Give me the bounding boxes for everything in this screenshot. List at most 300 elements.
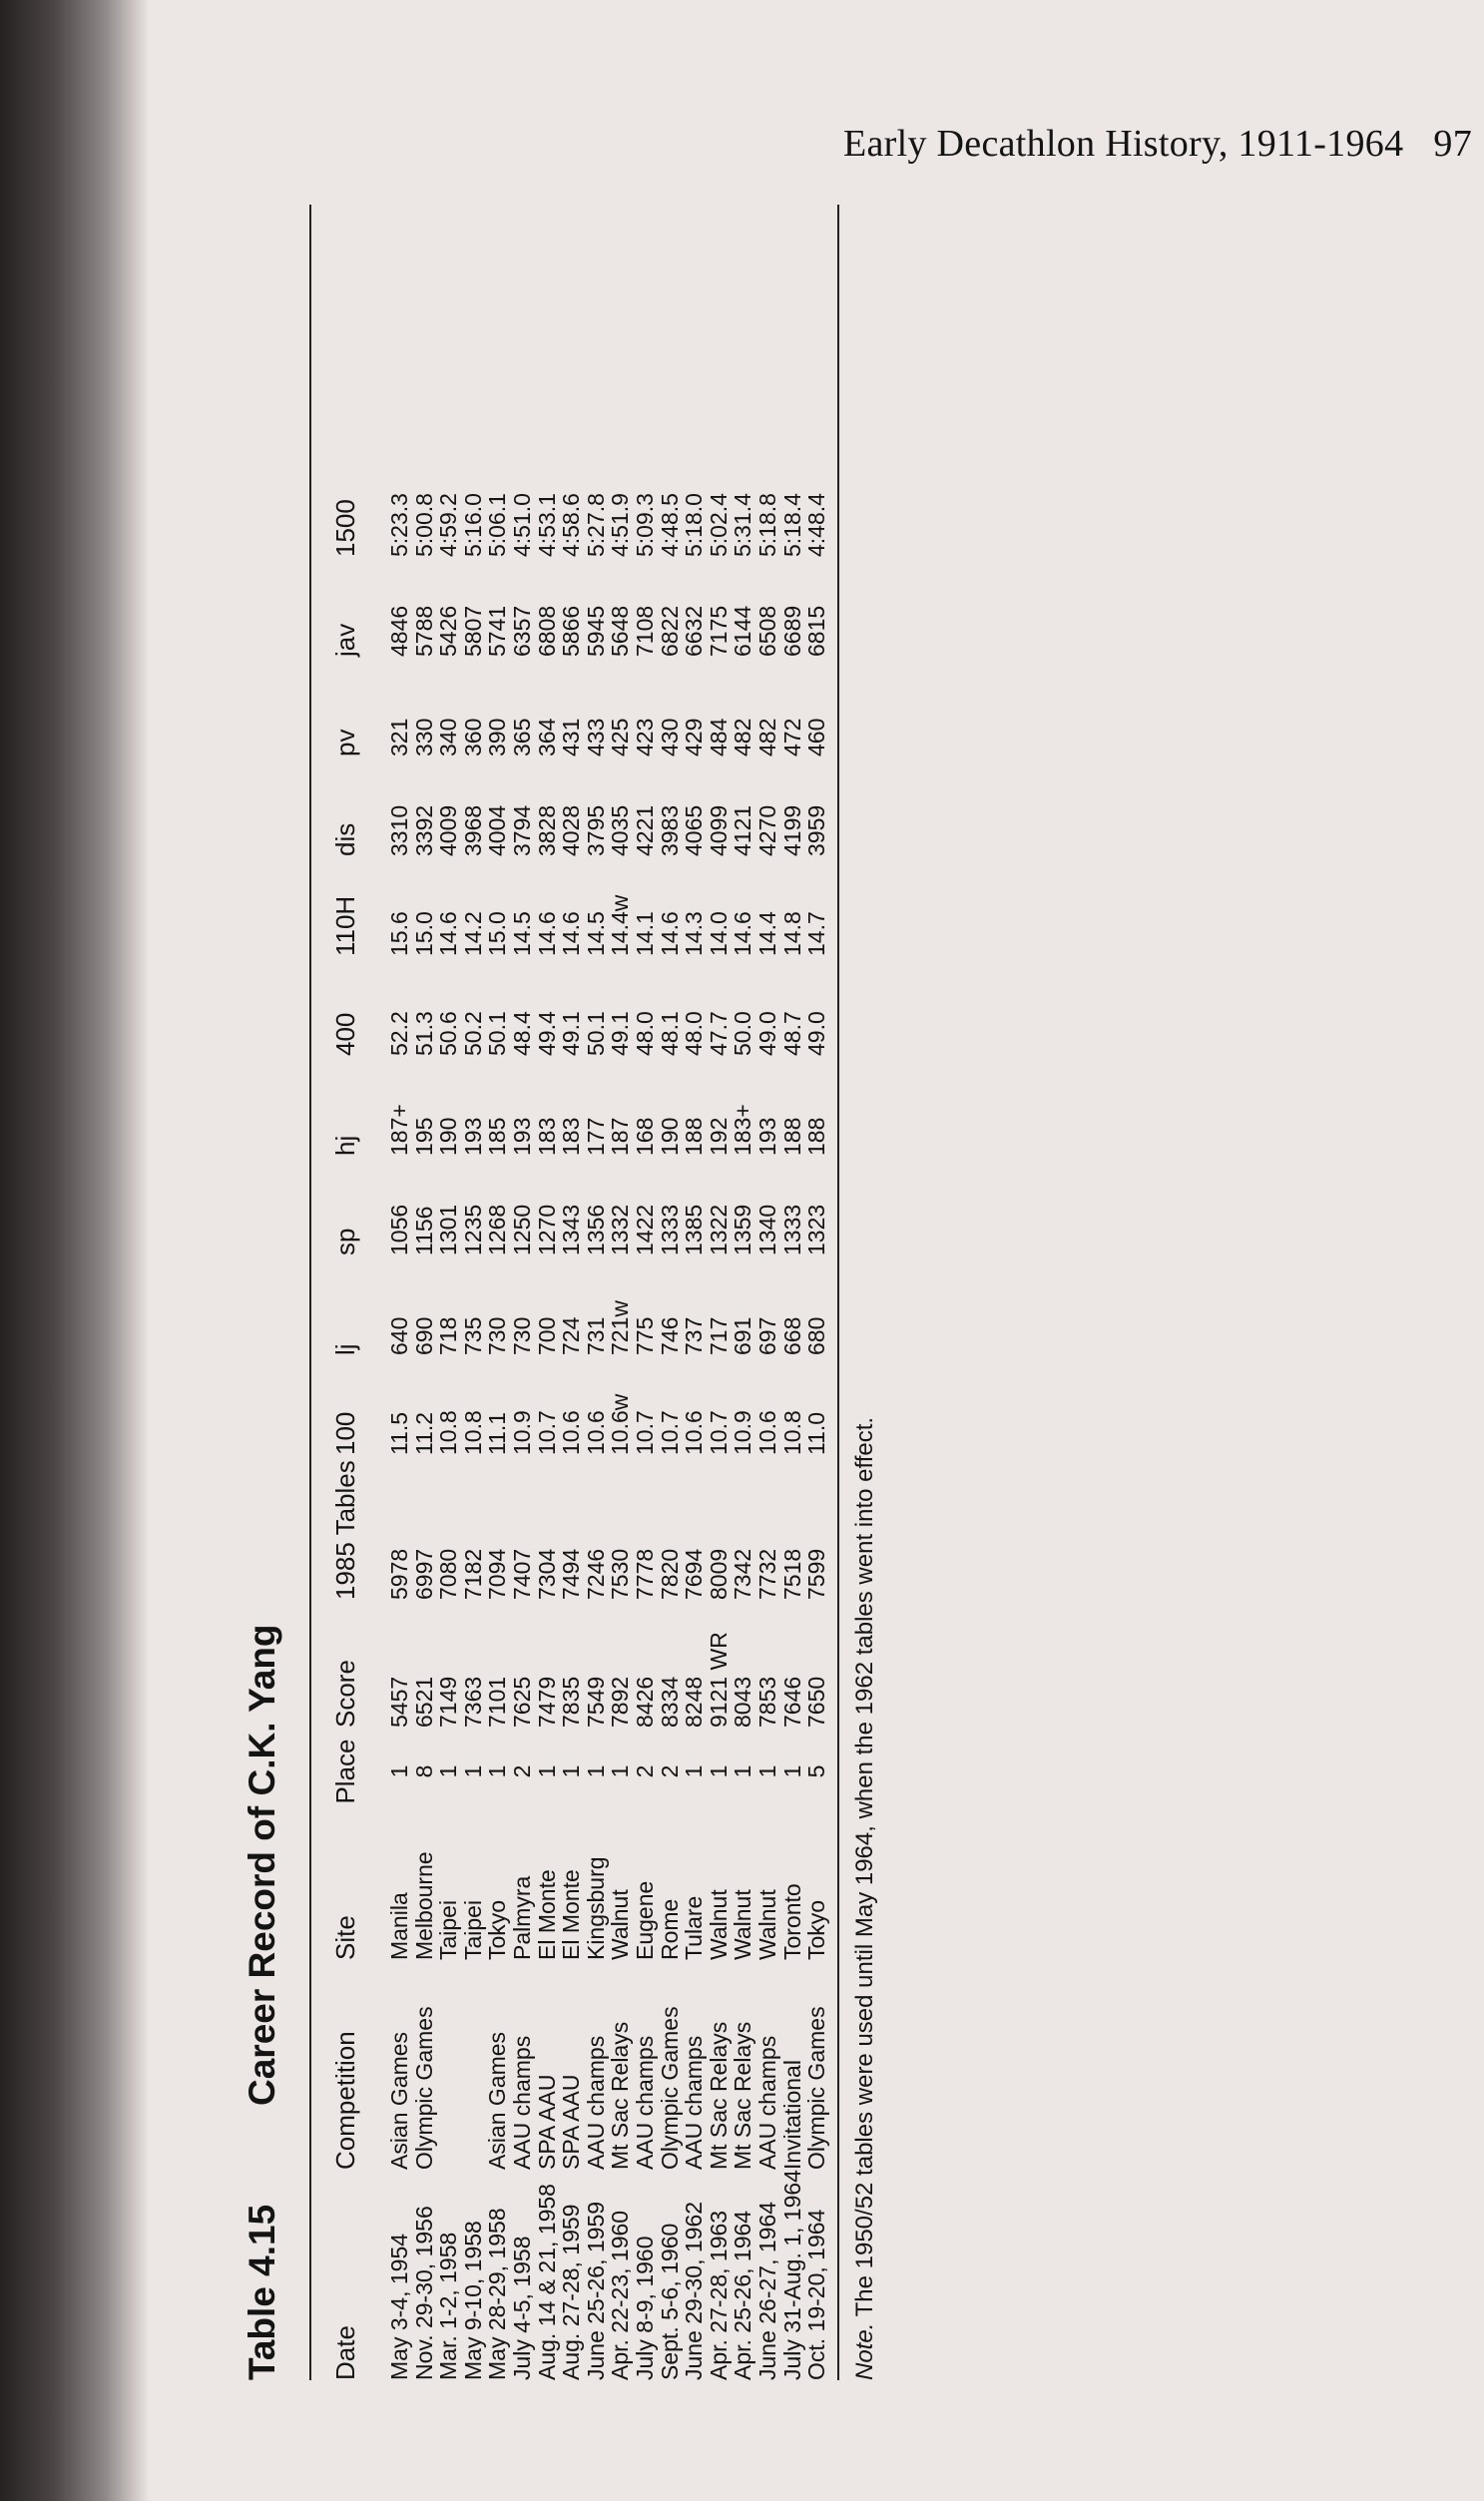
cell-pole-vault: 364 — [533, 718, 560, 757]
cell-discus: 4028 — [558, 804, 585, 857]
cell-tables-1985: 7407 — [508, 1548, 535, 1601]
cell-110m-hurdles: 14.2 — [459, 911, 486, 957]
cell-site: Taipei — [435, 1899, 462, 1961]
column-header-110m-hurdles: 110H — [329, 895, 360, 957]
cell-score: 6521 — [410, 1676, 437, 1729]
cell-discus: 3828 — [533, 804, 560, 857]
cell-place: 8 — [410, 1764, 437, 1778]
cell-1500m: 5:06.1 — [484, 493, 511, 558]
cell-date: July 8-9, 1960 — [631, 2236, 658, 2380]
cell-score: 8426 — [631, 1676, 658, 1729]
cell-long-jump: 690 — [410, 1316, 437, 1356]
cell-tables-1985: 7732 — [753, 1548, 780, 1601]
cell-pole-vault: 360 — [459, 718, 486, 757]
cell-100m: 10.7 — [533, 1410, 560, 1456]
running-title: Early Decathlon History, 1911-1964 — [842, 123, 1404, 165]
cell-score: 8043 — [730, 1676, 756, 1729]
cell-tables-1985: 6997 — [410, 1548, 437, 1601]
cell-date: Aug. 27-28, 1959 — [558, 2204, 585, 2380]
cell-110m-hurdles: 14.6 — [730, 911, 756, 957]
cell-tables-1985: 7599 — [803, 1548, 830, 1601]
cell-site: Tokyo — [803, 1899, 830, 1961]
column-header-long-jump: lj — [329, 1343, 360, 1356]
cell-score: 7646 — [778, 1676, 805, 1729]
cell-1500m: 5:18.8 — [753, 493, 780, 558]
cell-400m: 52.2 — [386, 1011, 412, 1057]
cell-100m: 10.8 — [778, 1410, 805, 1456]
cell-site: Toronto — [778, 1883, 805, 1961]
table-row — [608, 457, 633, 2380]
cell-competition: AAU champs — [681, 2035, 708, 2171]
cell-110m-hurdles: 14.6 — [533, 911, 560, 957]
cell-score: 7625 — [508, 1676, 535, 1729]
cell-discus: 4099 — [705, 804, 732, 857]
cell-1500m: 4:53.1 — [533, 493, 560, 558]
table-row — [412, 457, 437, 2380]
cell-discus: 4065 — [681, 804, 708, 857]
running-header — [785, 122, 1484, 166]
cell-400m: 47.7 — [705, 1011, 732, 1057]
cell-competition: Asian Games — [386, 2031, 412, 2171]
cell-shot-put: 1333 — [778, 1204, 805, 1256]
table-body — [379, 457, 837, 2380]
note-label: Note. — [850, 2322, 878, 2380]
cell-site: Palmyra — [508, 1875, 535, 1961]
cell-discus: 4035 — [607, 804, 634, 857]
cell-competition: Olympic Games — [410, 2006, 437, 2171]
cell-400m: 50.1 — [582, 1011, 609, 1057]
cell-place: 2 — [508, 1764, 535, 1778]
table-row — [707, 457, 732, 2380]
cell-long-jump: 697 — [753, 1316, 780, 1356]
cell-tables-1985: 8009 — [705, 1548, 732, 1601]
cell-tables-1985: 5978 — [386, 1548, 412, 1601]
cell-pole-vault: 430 — [656, 718, 683, 757]
cell-discus: 4199 — [778, 804, 805, 857]
cell-discus: 4221 — [631, 804, 658, 857]
cell-shot-put: 1340 — [753, 1204, 780, 1256]
cell-date: May 3-4, 1954 — [386, 2233, 412, 2380]
cell-date: July 31-Aug. 1, 1964 — [778, 2170, 805, 2380]
cell-100m: 10.6 — [681, 1410, 708, 1456]
cell-high-jump: 188 — [778, 1117, 805, 1157]
cell-tables-1985: 7494 — [558, 1548, 585, 1601]
cell-high-jump: 183 — [533, 1117, 560, 1157]
binding-shadow — [0, 0, 150, 2501]
cell-discus: 3983 — [656, 804, 683, 857]
cell-100m: 10.8 — [435, 1410, 462, 1456]
cell-site: Tulare — [681, 1895, 708, 1961]
cell-javelin: 6508 — [753, 605, 780, 658]
cell-100m: 10.9 — [508, 1410, 535, 1456]
cell-javelin: 6689 — [778, 605, 805, 658]
cell-high-jump: 193 — [459, 1117, 486, 1157]
cell-score: 7892 — [607, 1676, 634, 1729]
cell-110m-hurdles: 14.8 — [778, 911, 805, 957]
cell-pole-vault: 429 — [681, 718, 708, 757]
cell-shot-put: 1156 — [410, 1206, 437, 1256]
cell-place: 1 — [386, 1764, 412, 1778]
cell-100m: 10.7 — [631, 1410, 658, 1456]
cell-100m: 10.8 — [459, 1410, 486, 1456]
cell-100m: 10.7 — [705, 1410, 732, 1456]
cell-high-jump: 183 — [558, 1117, 585, 1157]
cell-110m-hurdles: 14.6 — [656, 911, 683, 957]
column-header-discus: dis — [329, 822, 360, 857]
cell-score: 7549 — [582, 1676, 609, 1729]
cell-competition: AAU champs — [508, 2035, 535, 2171]
cell-long-jump: 691 — [730, 1316, 756, 1356]
cell-date: May 9-10, 1958 — [459, 2221, 486, 2380]
cell-400m: 48.7 — [778, 1011, 805, 1057]
cell-shot-put: 1250 — [508, 1204, 535, 1256]
cell-400m: 49.0 — [753, 1011, 780, 1057]
cell-long-jump: 718 — [435, 1316, 462, 1356]
cell-discus: 3392 — [410, 804, 437, 857]
table-row — [535, 457, 560, 2380]
cell-discus: 3959 — [803, 804, 830, 857]
cell-shot-put: 1385 — [681, 1204, 708, 1256]
cell-pole-vault: 390 — [484, 718, 511, 757]
cell-110m-hurdles: 14.5 — [508, 911, 535, 957]
cell-tables-1985: 7304 — [533, 1548, 560, 1601]
column-header-high-jump: hj — [329, 1135, 360, 1157]
cell-date: Oct. 19-20, 1964 — [803, 2209, 830, 2380]
cell-tables-1985: 7694 — [681, 1548, 708, 1601]
cell-long-jump: 775 — [631, 1316, 658, 1356]
cell-shot-put: 1268 — [484, 1204, 511, 1256]
cell-110m-hurdles: 14.4w — [607, 894, 634, 957]
cell-discus: 4121 — [730, 804, 756, 857]
cell-shot-put: 1422 — [631, 1204, 658, 1256]
cell-date: Mar. 1-2, 1958 — [435, 2232, 462, 2380]
cell-pole-vault: 472 — [778, 718, 805, 757]
table-row — [584, 457, 609, 2380]
cell-long-jump: 730 — [484, 1316, 511, 1356]
cell-site: Walnut — [705, 1889, 732, 1961]
cell-high-jump: 192 — [705, 1117, 732, 1157]
cell-1500m: 5:23.3 — [386, 493, 412, 558]
column-header-pole-vault: pv — [329, 729, 360, 757]
cell-pole-vault: 423 — [631, 718, 658, 757]
cell-110m-hurdles: 15.6 — [386, 911, 412, 957]
cell-400m: 49.4 — [533, 1011, 560, 1057]
table-header-row — [311, 457, 379, 2380]
cell-competition: AAU champs — [631, 2035, 658, 2171]
cell-100m: 10.6 — [753, 1410, 780, 1456]
cell-400m: 50.6 — [435, 1011, 462, 1057]
column-header-competition: Competition — [329, 2031, 360, 2171]
cell-date: June 25-26, 1959 — [582, 2201, 609, 2380]
cell-shot-put: 1332 — [607, 1204, 634, 1256]
note-text: The 1950/52 tables were used until May 1964, when the 1962 tables went into effect. — [850, 1416, 878, 2323]
column-header-place: Place — [329, 1739, 360, 1804]
cell-100m: 11.2 — [410, 1411, 437, 1456]
cell-1500m: 5:18.4 — [778, 493, 805, 558]
cell-100m: 11.5 — [386, 1411, 412, 1456]
cell-javelin: 5648 — [607, 605, 634, 658]
cell-competition: Mt Sac Relays — [705, 2021, 732, 2171]
column-header-400m: 400 — [329, 1012, 360, 1057]
cell-400m: 48.4 — [508, 1011, 535, 1057]
cell-date: June 26-27, 1964 — [753, 2201, 780, 2380]
table-row — [436, 457, 461, 2380]
cell-110m-hurdles: 14.1 — [631, 911, 658, 957]
cell-site: Kingsburg — [582, 1856, 609, 1961]
cell-site: Walnut — [753, 1889, 780, 1961]
cell-long-jump: 746 — [656, 1316, 683, 1356]
cell-place: 1 — [753, 1764, 780, 1778]
column-header-shot-put: sp — [329, 1228, 360, 1256]
cell-100m: 10.6w — [607, 1393, 634, 1456]
cell-shot-put: 1356 — [582, 1204, 609, 1256]
cell-shot-put: 1056 — [386, 1204, 412, 1256]
cell-place: 1 — [778, 1764, 805, 1778]
cell-date: Apr. 22-23, 1960 — [607, 2210, 634, 2380]
cell-javelin: 5788 — [410, 605, 437, 658]
cell-1500m: 4:58.6 — [558, 493, 585, 558]
page-number: 97 — [1433, 123, 1472, 165]
cell-1500m: 5:16.0 — [459, 493, 486, 558]
cell-pole-vault: 431 — [558, 718, 585, 757]
cell-long-jump: 717 — [705, 1316, 732, 1356]
cell-400m: 49.1 — [558, 1011, 585, 1057]
cell-110m-hurdles: 14.7 — [803, 911, 830, 957]
cell-high-jump: 195 — [410, 1117, 437, 1157]
cell-tables-1985: 7182 — [459, 1548, 486, 1601]
cell-400m: 50.1 — [484, 1011, 511, 1057]
cell-shot-put: 1323 — [803, 1204, 830, 1256]
cell-high-jump: 168 — [631, 1117, 658, 1157]
cell-110m-hurdles: 14.6 — [558, 911, 585, 957]
cell-site: Walnut — [607, 1889, 634, 1961]
cell-400m: 49.0 — [803, 1011, 830, 1057]
table-note — [839, 205, 879, 2380]
cell-javelin: 7175 — [705, 605, 732, 658]
cell-long-jump: 668 — [778, 1316, 805, 1356]
cell-javelin: 5741 — [484, 605, 511, 658]
cell-high-jump: 183+ — [730, 1104, 756, 1157]
cell-score: 5457 — [386, 1676, 412, 1729]
cell-100m: 10.9 — [730, 1410, 756, 1456]
cell-site: Melbourne — [410, 1851, 437, 1961]
cell-tables-1985: 7094 — [484, 1548, 511, 1601]
cell-high-jump: 187+ — [386, 1104, 412, 1157]
table-row — [755, 457, 780, 2380]
cell-date: Apr. 27-28, 1963 — [705, 2210, 732, 2380]
column-header-site: Site — [329, 1915, 360, 1961]
cell-site: Rome — [656, 1898, 683, 1961]
cell-discus: 3310 — [386, 804, 412, 857]
cell-tables-1985: 7246 — [582, 1548, 609, 1601]
cell-competition: Invitational — [778, 2060, 805, 2171]
cell-site: Eugene — [631, 1880, 658, 1961]
column-header-score: Score — [329, 1660, 360, 1729]
cell-400m: 49.1 — [607, 1011, 634, 1057]
cell-long-jump: 724 — [558, 1316, 585, 1356]
cell-competition — [436, 1960, 461, 2170]
cell-place: 5 — [803, 1764, 830, 1778]
cell-score: 7101 — [484, 1676, 511, 1729]
cell-discus: 3795 — [582, 804, 609, 857]
column-header-tables-1985: 1985 Tables — [329, 1460, 360, 1601]
cell-competition: AAU champs — [582, 2035, 609, 2171]
cell-pole-vault: 460 — [803, 718, 830, 757]
cell-competition: Asian Games — [484, 2031, 511, 2171]
cell-110m-hurdles: 14.6 — [435, 911, 462, 957]
cell-1500m: 5:02.4 — [705, 493, 732, 558]
cell-1500m: 4:51.0 — [508, 493, 535, 558]
table-caption — [230, 205, 309, 2380]
cell-110m-hurdles: 14.4 — [753, 911, 780, 957]
cell-long-jump: 731 — [582, 1316, 609, 1356]
cell-long-jump: 735 — [459, 1316, 486, 1356]
cell-high-jump: 185 — [484, 1117, 511, 1157]
cell-1500m: 5:09.3 — [631, 493, 658, 558]
cell-competition: Olympic Games — [803, 2006, 830, 2171]
cell-1500m: 5:18.0 — [681, 493, 708, 558]
career-record-table-block — [230, 205, 879, 2380]
cell-score: 8334 — [656, 1676, 683, 1729]
cell-competition: Mt Sac Relays — [730, 2021, 756, 2171]
cell-pole-vault: 482 — [753, 718, 780, 757]
cell-high-jump: 188 — [803, 1117, 830, 1157]
cell-1500m: 4:59.2 — [435, 493, 462, 558]
cell-1500m: 4:48.5 — [656, 493, 683, 558]
cell-high-jump: 193 — [508, 1117, 535, 1157]
cell-javelin: 6632 — [681, 605, 708, 658]
cell-tables-1985: 7080 — [435, 1548, 462, 1601]
cell-400m: 51.3 — [410, 1011, 437, 1057]
cell-400m: 48.1 — [656, 1011, 683, 1057]
cell-javelin: 4846 — [386, 605, 412, 658]
cell-1500m: 5:27.8 — [582, 493, 609, 558]
cell-place: 1 — [558, 1764, 585, 1778]
cell-1500m: 4:51.9 — [607, 493, 634, 558]
cell-javelin: 5945 — [582, 605, 609, 658]
cell-place: 1 — [705, 1764, 732, 1778]
cell-score: 7149 — [435, 1676, 462, 1729]
cell-110m-hurdles: 14.0 — [705, 911, 732, 957]
cell-date: June 29-30, 1962 — [681, 2201, 708, 2380]
cell-tables-1985: 7342 — [730, 1548, 756, 1601]
cell-javelin: 6822 — [656, 605, 683, 658]
column-header-javelin: jav — [329, 623, 360, 658]
cell-javelin: 5807 — [459, 605, 486, 658]
cell-score: 7479 — [533, 1676, 560, 1729]
cell-date: Sept. 5-6, 1960 — [656, 2223, 683, 2380]
cell-110m-hurdles: 14.3 — [681, 911, 708, 957]
table-row — [804, 457, 837, 2380]
cell-date: Apr. 25-26, 1964 — [730, 2210, 756, 2380]
cell-discus: 3968 — [459, 804, 486, 857]
cell-high-jump: 193 — [753, 1117, 780, 1157]
cell-tables-1985: 7518 — [778, 1548, 805, 1601]
cell-110m-hurdles: 15.0 — [410, 911, 437, 957]
column-header-100m: 100 — [329, 1411, 360, 1456]
table-row — [682, 457, 707, 2380]
cell-place: 1 — [607, 1764, 634, 1778]
cell-javelin: 6815 — [803, 605, 830, 658]
cell-high-jump: 190 — [435, 1117, 462, 1157]
cell-high-jump: 188 — [681, 1117, 708, 1157]
table-row — [559, 457, 584, 2380]
cell-place: 2 — [631, 1764, 658, 1778]
table-number: Table 4.15 — [242, 2204, 282, 2380]
cell-shot-put: 1322 — [705, 1204, 732, 1256]
cell-pole-vault: 321 — [386, 718, 412, 757]
cell-high-jump: 190 — [656, 1117, 683, 1157]
cell-competition: Mt Sac Relays — [607, 2021, 634, 2171]
cell-score: 7363 — [459, 1676, 486, 1729]
cell-score: 8248 — [681, 1676, 708, 1729]
cell-400m: 50.2 — [459, 1011, 486, 1057]
column-header-1500m: 1500 — [329, 499, 360, 558]
cell-competition — [461, 1960, 486, 2170]
table-title: Career Record of C.K. Yang — [242, 1624, 282, 2106]
cell-tables-1985: 7530 — [607, 1548, 634, 1601]
cell-discus: 4004 — [484, 804, 511, 857]
cell-competition: SPA AAU — [558, 2074, 585, 2171]
cell-discus: 3794 — [508, 804, 535, 857]
cell-400m: 50.0 — [730, 1011, 756, 1057]
cell-1500m: 5:31.4 — [730, 493, 756, 558]
table-row — [379, 457, 412, 2380]
cell-score: 7650 — [803, 1676, 830, 1729]
cell-date: May 28-29, 1958 — [484, 2208, 511, 2380]
cell-shot-put: 1343 — [558, 1204, 585, 1256]
column-header-date: Date — [329, 2325, 360, 2380]
cell-400m: 48.0 — [681, 1011, 708, 1057]
cell-date: Nov. 29-30, 1956 — [410, 2206, 437, 2380]
cell-javelin: 5426 — [435, 605, 462, 658]
table-row — [633, 457, 658, 2380]
cell-place: 1 — [533, 1764, 560, 1778]
cell-shot-put: 1270 — [533, 1204, 560, 1256]
cell-shot-put: 1333 — [656, 1204, 683, 1256]
table-row — [780, 457, 805, 2380]
cell-100m: 10.6 — [558, 1410, 585, 1456]
cell-long-jump: 700 — [533, 1316, 560, 1356]
cell-pole-vault: 340 — [435, 718, 462, 757]
cell-site: Walnut — [730, 1889, 756, 1961]
cell-date: Aug. 14 & 21, 1958 — [533, 2184, 560, 2380]
cell-tables-1985: 7778 — [631, 1548, 658, 1601]
table-row — [485, 457, 510, 2380]
cell-shot-put: 1235 — [459, 1204, 486, 1256]
cell-high-jump: 177 — [582, 1117, 609, 1157]
cell-shot-put: 1301 — [435, 1204, 462, 1256]
cell-site: Manila — [386, 1892, 412, 1961]
cell-pole-vault: 484 — [705, 718, 732, 757]
cell-pole-vault: 330 — [410, 718, 437, 757]
cell-110m-hurdles: 14.5 — [582, 911, 609, 957]
cell-date: July 4-5, 1958 — [508, 2236, 535, 2380]
cell-long-jump: 737 — [681, 1316, 708, 1356]
cell-site: Taipei — [459, 1899, 486, 1961]
cell-1500m: 4:48.4 — [803, 493, 830, 558]
cell-place: 1 — [681, 1764, 708, 1778]
cell-site: Tokyo — [484, 1899, 511, 1961]
cell-pole-vault: 425 — [607, 718, 634, 757]
cell-100m: 11.0 — [803, 1411, 830, 1456]
cell-tables-1985: 7820 — [656, 1548, 683, 1601]
cell-110m-hurdles: 15.0 — [484, 911, 511, 957]
cell-competition: AAU champs — [753, 2035, 780, 2171]
cell-long-jump: 640 — [386, 1316, 412, 1356]
table-row — [461, 457, 486, 2380]
cell-javelin: 6808 — [533, 605, 560, 658]
